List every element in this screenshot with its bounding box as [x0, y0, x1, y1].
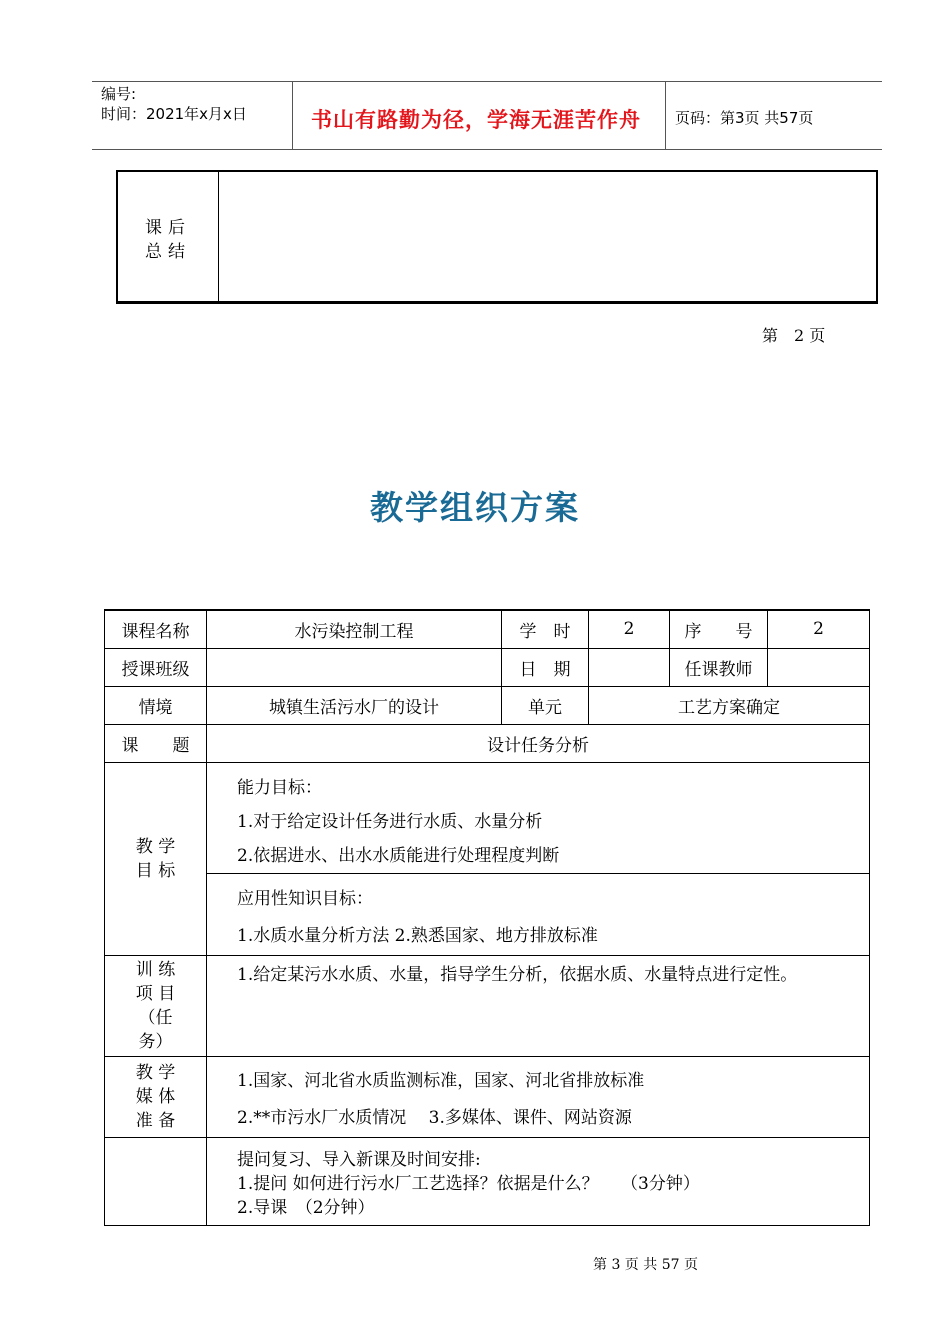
header-divider-right [665, 81, 666, 150]
goals-label [105, 762, 207, 955]
train-label-line1: 训 练 [135, 959, 176, 980]
ability-item-2: 2.依据进水、出水水质能进行处理程度判断 [237, 845, 560, 866]
table-row [105, 873, 870, 955]
header-motto: 书山有路勤为径，学海无涯苦作舟 [311, 108, 641, 132]
table-row [105, 1137, 870, 1225]
footer-page-number: 第 3 页 共 57 页 [593, 1257, 698, 1273]
ability-title: 能力目标： [237, 777, 322, 798]
class-value [207, 648, 502, 686]
date-label: 日 期 [502, 648, 589, 686]
media-label [105, 1056, 207, 1137]
header-time: 时间：2021年x月x日 [101, 105, 247, 123]
seq-label: 序 号 [670, 610, 768, 648]
goals-label-line1: 教 学 [135, 836, 176, 857]
course-name: 水污染控制工程 [207, 610, 502, 648]
review-plan [207, 1137, 870, 1225]
header-divider-left [292, 81, 293, 150]
train-label-line2: 项 目 [135, 983, 176, 1004]
review-label-empty [105, 1137, 207, 1225]
summary-label [118, 216, 218, 264]
class-label: 授课班级 [105, 648, 207, 686]
train-label-line4: 务） [138, 1031, 173, 1052]
table-row [105, 686, 870, 724]
knowledge-goals [207, 873, 870, 955]
header-bottom-rule [92, 149, 882, 150]
seq-value: 2 [768, 610, 870, 648]
table-row [105, 762, 870, 873]
unit-value: 工艺方案确定 [589, 686, 870, 724]
table-row [105, 955, 870, 1056]
media-label-line2: 媒 体 [135, 1086, 176, 1107]
context-label: 情境 [105, 686, 207, 724]
lesson-plan-table [104, 609, 870, 1226]
topic-label: 课 题 [105, 724, 207, 762]
context-value: 城镇生活污水厂的设计 [207, 686, 502, 724]
review-title: 提问复习、导入新课及时间安排: [237, 1149, 481, 1170]
document-title: 教学组织方案 [370, 488, 580, 527]
ability-goals [207, 762, 870, 873]
summary-label-line2: 总结 [145, 242, 191, 262]
review-item-2: 2.导课 （2分钟） [237, 1197, 375, 1218]
teacher-value [768, 648, 870, 686]
media-item-2: 2.**市污水厂水质情况 3.多媒体、课件、网站资源 [237, 1107, 632, 1128]
train-label-line3: （任 [138, 1007, 173, 1028]
hours-label: 学 时 [502, 610, 589, 648]
table-row [105, 724, 870, 762]
train-task [207, 955, 870, 1056]
ability-item-1: 1.对于给定设计任务进行水质、水量分析 [237, 811, 543, 832]
unit-label: 单元 [502, 686, 589, 724]
media-label-line1: 教 学 [135, 1062, 176, 1083]
prev-page-number: 第 2 页 [762, 326, 826, 345]
hours-value: 2 [589, 610, 670, 648]
table-row [105, 648, 870, 686]
train-task-text: 1.给定某污水水质、水量，指导学生分析，依据水质、水量特点进行定性。 [237, 964, 798, 985]
goals-label-line2: 目 标 [135, 860, 176, 881]
header-page-info: 页码：第3页 共57页 [675, 109, 814, 127]
media-prep [207, 1056, 870, 1137]
media-item-1: 1.国家、河北省水质监测标准，国家、河北省排放标准 [237, 1070, 645, 1091]
teacher-label: 任课教师 [670, 648, 768, 686]
train-label [105, 955, 207, 1056]
table-row [105, 610, 870, 648]
header-number-label: 编号: [101, 85, 137, 103]
knowledge-item-1: 1.水质水量分析方法 2.熟悉国家、地方排放标准 [237, 925, 598, 946]
table-row [105, 1056, 870, 1137]
date-value [589, 648, 670, 686]
course-name-label: 课程名称 [105, 610, 207, 648]
header-top-rule [92, 81, 882, 82]
media-label-line3: 准 备 [135, 1110, 176, 1131]
review-item-1: 1.提问 如何进行污水厂工艺选择？依据是什么？ （3分钟） [237, 1173, 700, 1194]
knowledge-title: 应用性知识目标： [237, 888, 373, 909]
summary-divider [218, 172, 219, 301]
summary-table [116, 170, 878, 304]
summary-label-line1: 课后 [145, 218, 191, 238]
topic-value: 设计任务分析 [207, 724, 870, 762]
